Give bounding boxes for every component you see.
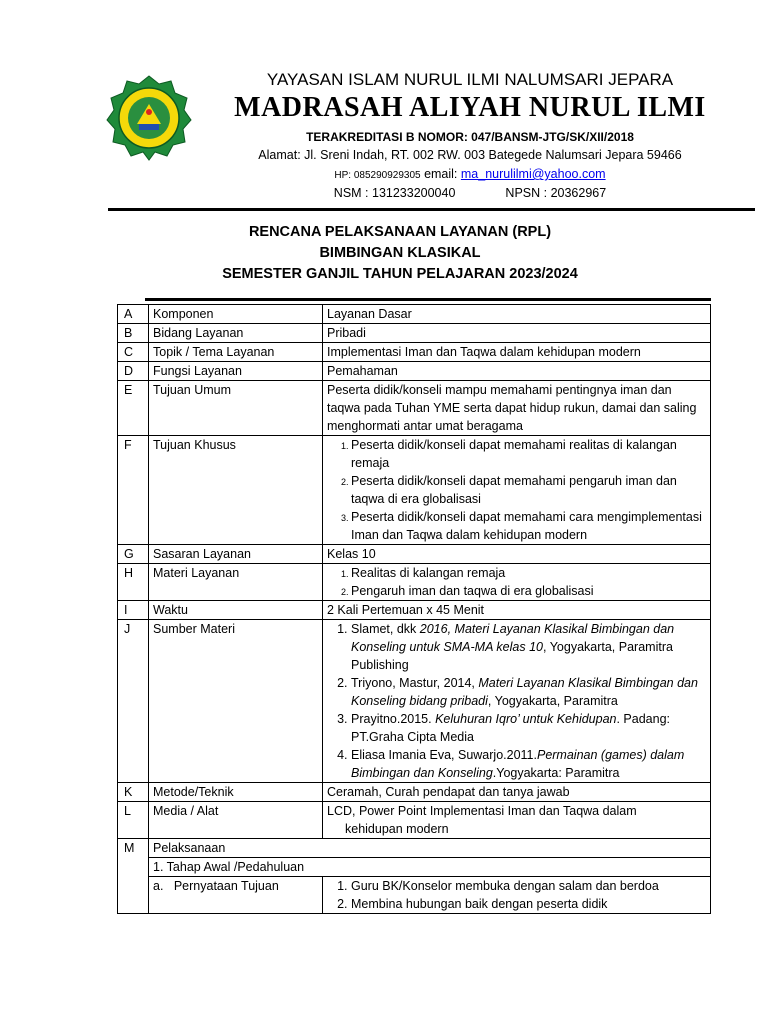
row-value — [323, 877, 711, 914]
row-label: Waktu — [149, 601, 323, 620]
nsm: NSM : 131233200040 — [333, 186, 456, 200]
contact-line — [200, 167, 740, 181]
objective-list — [327, 436, 706, 544]
row-value: Ceramah, Curah pendapat dan tanya jawab — [323, 783, 711, 802]
row-value — [323, 564, 711, 601]
row-value: Layanan Dasar — [323, 305, 711, 324]
table-row — [118, 305, 711, 324]
doc-title-3: SEMESTER GANJIL TAHUN PELAJARAN 2023/2024 — [222, 266, 578, 282]
row-code: F — [118, 436, 149, 545]
table-row — [118, 545, 711, 564]
doc-title-1: RENCANA PELAKSANAAN LAYANAN (RPL) — [248, 224, 552, 240]
table-row — [118, 436, 711, 545]
school-name: MADRASAH ALIYAH NURUL ILMI — [234, 92, 706, 123]
list-item: 1. Peserta didik/konseli dapat memahami realitas di kalangan remaja — [351, 436, 706, 472]
registration-line — [200, 186, 740, 200]
list-item: 2. Peserta didik/konseli dapat memahami pengaruh iman dan taqwa di era globalisasi — [351, 472, 706, 508]
foundation-name: YAYASAN ISLAM NURUL ILMI NALUMSARI JEPARA — [266, 70, 674, 89]
media-line-2: kehidupan modern — [345, 822, 449, 836]
row-label: Komponen — [149, 305, 323, 324]
row-label: Materi Layanan — [149, 564, 323, 601]
row-label: Media / Alat — [149, 802, 323, 839]
row-label: Sumber Materi — [149, 620, 323, 783]
stage-label: 1. Tahap Awal /Pedahuluan — [149, 858, 711, 877]
table-row — [118, 620, 711, 783]
row-label: Tujuan Umum — [149, 381, 323, 436]
row-label: Tujuan Khusus — [149, 436, 323, 545]
address: Alamat: Jl. Sreni Indah, RT. 002 RW. 003 Bategede Nalumsari Jepara 59466 — [258, 148, 682, 162]
table-row — [118, 362, 711, 381]
row-value: Pribadi — [323, 324, 711, 343]
table-row — [118, 343, 711, 362]
media-line-1: LCD, Power Point Implementasi Iman dan Taqwa dalam — [327, 804, 637, 818]
list-item: 2. Pengaruh iman dan taqwa di era globalisasi — [351, 582, 706, 600]
header-divider — [108, 208, 755, 211]
title-divider — [145, 298, 711, 301]
row-code: A — [118, 305, 149, 324]
row-code: L — [118, 802, 149, 839]
row-value: 2 Kali Pertemuan x 45 Menit — [323, 601, 711, 620]
row-value — [323, 620, 711, 783]
row-code: G — [118, 545, 149, 564]
table-row — [118, 381, 711, 436]
table-row — [118, 802, 711, 839]
source-list — [327, 620, 706, 782]
table-row — [118, 858, 711, 877]
hp-label: HP: — [334, 170, 354, 181]
row-code: M — [118, 839, 149, 914]
step-list — [327, 877, 706, 913]
list-item: 1. Guru BK/Konselor membuka dengan salam dan berdoa — [351, 877, 706, 895]
row-code: E — [118, 381, 149, 436]
row-label: Bidang Layanan — [149, 324, 323, 343]
email-label: email: — [420, 167, 461, 181]
hp-number: 085290929305 — [353, 170, 421, 181]
sub-label: a. Pernyataan Tujuan — [149, 877, 323, 914]
row-label: Fungsi Layanan — [149, 362, 323, 381]
row-code: J — [118, 620, 149, 783]
material-list — [327, 564, 706, 600]
row-label: Pelaksanaan — [149, 839, 711, 858]
table-row — [118, 324, 711, 343]
list-item: 3. Prayitno.2015. Keluhuran Iqro’ untuk Kehidupan. Padang: PT.Graha Cipta Media — [351, 710, 706, 746]
email-link[interactable]: ma_nurulilmi@yahoo.com — [460, 167, 606, 181]
list-item: 1. Realitas di kalangan remaja — [351, 564, 706, 582]
doc-title-2: BIMBINGAN KLASIKAL — [319, 245, 481, 261]
row-value: Implementasi Iman dan Taqwa dalam kehidupan modern — [323, 343, 711, 362]
row-value — [323, 436, 711, 545]
table-row — [118, 877, 711, 914]
school-logo — [105, 74, 193, 162]
row-label: Metode/Teknik — [149, 783, 323, 802]
row-value — [323, 802, 711, 839]
row-code: K — [118, 783, 149, 802]
row-value: Pemahaman — [323, 362, 711, 381]
row-code: H — [118, 564, 149, 601]
table-row — [118, 564, 711, 601]
table-row — [118, 783, 711, 802]
npsn: NPSN : 20362967 — [505, 186, 607, 200]
table-row — [118, 601, 711, 620]
table-row — [118, 839, 711, 858]
row-code: D — [118, 362, 149, 381]
rpl-table — [117, 304, 711, 914]
accreditation: TERAKREDITASI B NOMOR: 047/BANSM-JTG/SK/XII/2018 — [306, 130, 634, 144]
row-value: Kelas 10 — [323, 545, 711, 564]
row-label: Topik / Tema Layanan — [149, 343, 323, 362]
list-item: 1. Slamet, dkk 2016, Materi Layanan Klasikal Bimbingan dan Konseling untuk SMA-MA kelas 10, Yogyakarta, Paramitra Publishing — [351, 620, 706, 674]
row-value: Peserta didik/konseli mampu memahami pentingnya iman dan taqwa pada Tuhan YME serta dapat hidup rukun, damai dan saling menghormati antar umat beragama — [323, 381, 711, 436]
list-item: 4. Eliasa Imania Eva, Suwarjo.2011.Permainan (games) dalam Bimbingan dan Konseling.Yogyakarta: Paramitra — [351, 746, 706, 782]
row-code: B — [118, 324, 149, 343]
list-item: 3. Peserta didik/konseli dapat memahami cara mengimplementasi Iman dan Taqwa dalam kehidupan modern — [351, 508, 706, 544]
row-code: I — [118, 601, 149, 620]
list-item: 2. Triyono, Mastur, 2014, Materi Layanan Klasikal Bimbingan dan Konseling bidang pribadi, Yogyakarta, Paramitra — [351, 674, 706, 710]
list-item: 2. Membina hubungan baik dengan peserta didik — [351, 895, 706, 913]
row-label: Sasaran Layanan — [149, 545, 323, 564]
row-code: C — [118, 343, 149, 362]
